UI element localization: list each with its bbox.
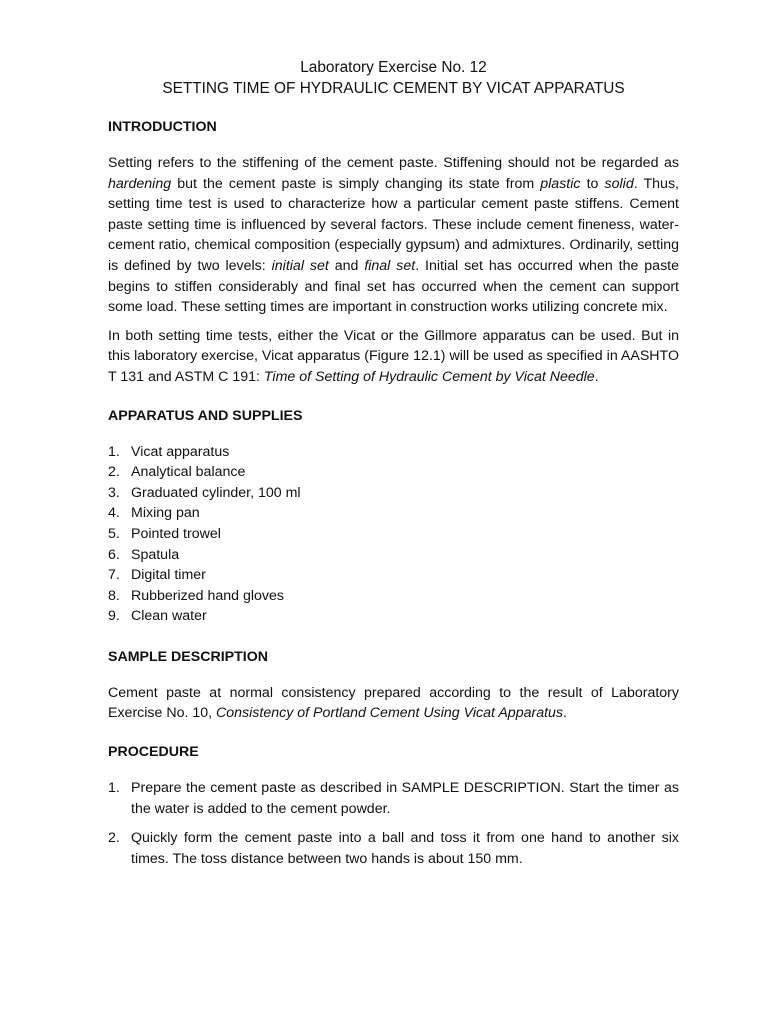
list-item: 2. Analytical balance (108, 464, 246, 481)
procedure-list (108, 778, 679, 870)
list-item: 5. Pointed trowel (108, 525, 221, 542)
list-item: 8. Rubberized hand gloves (108, 587, 285, 604)
sample-description-paragraph: Cement paste at normal consistency prepared according to the result of Laboratory Exercise No. 10, Consistency of Portland Cement Using Vicat Apparatus. (108, 684, 679, 722)
list-item: 4. Mixing pan (108, 505, 200, 522)
list-item: 1. Vicat apparatus (108, 443, 230, 460)
apparatus-list (108, 442, 679, 627)
list-item: 3. Graduated cylinder, 100 ml (108, 484, 301, 501)
procedure-heading: PROCEDURE (108, 744, 199, 761)
list-item: 7. Digital timer (108, 567, 206, 584)
list-item: 6. Spatula (108, 546, 180, 563)
procedure-step: 2. Quickly form the cement paste into a ball and toss it from one hand to another six times. The toss distance between two hands is about 150 mm. (108, 830, 679, 868)
page-title: SETTING TIME OF HYDRAULIC CEMENT BY VICAT APPARATUS (162, 80, 625, 97)
procedure-step: 1. Prepare the cement paste as described in SAMPLE DESCRIPTION. Start the timer as the water is added to the cement powder. (108, 780, 679, 818)
introduction-paragraph-2: In both setting time tests, either the Vicat or the Gillmore apparatus can be used. But in this laboratory exercise, Vicat apparatus (Figure 12.1) will be used as specified in AASHTO T 131 and ASTM C 191: Time of Setting of Hydraulic Cement by Vicat Needle. (108, 327, 679, 385)
list-item: 9. Clean water (108, 608, 207, 625)
apparatus-heading: APPARATUS AND SUPPLIES (108, 407, 303, 424)
exercise-number: Laboratory Exercise No. 12 (300, 59, 487, 76)
introduction-paragraph-1: Setting refers to the stiffening of the cement paste. Stiffening should not be regarded as hardening but the cement paste is simply changing its state from plastic to solid. Thus, setting time test is used to characterize how a particular cement paste stiffens. Cement paste setting time is influenced by several factors. These include cement fineness, water-cement ratio, chemical composition (especially gypsum) and admixtures. Ordinarily, setting is defined by two levels: initial set and final set. Initial set has occurred when the paste begins to stiffen considerably and final set has occurred when the cement can support some load. These setting times are important in construction works utilizing concrete mix. (108, 155, 679, 316)
introduction-heading: INTRODUCTION (108, 119, 217, 135)
sample-description-heading: SAMPLE DESCRIPTION (108, 648, 269, 665)
